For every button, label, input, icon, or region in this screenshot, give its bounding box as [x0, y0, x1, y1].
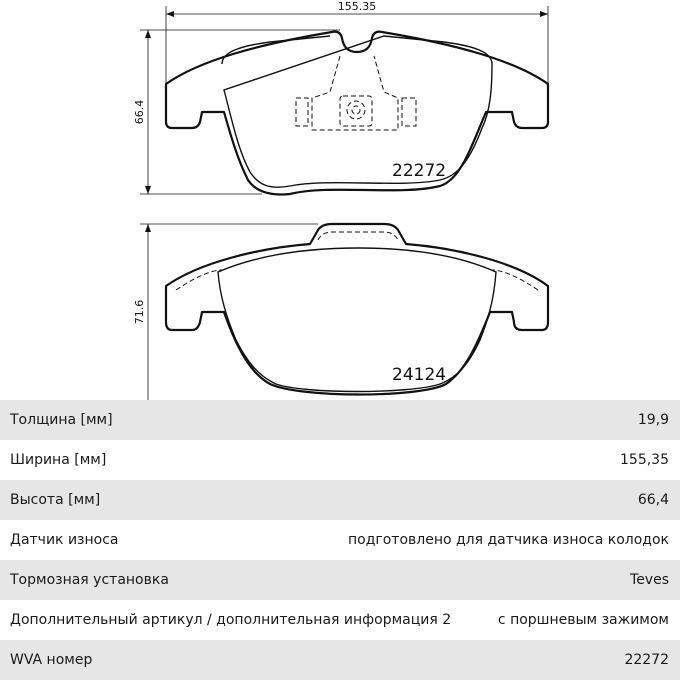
top-height-dimension-label: 66.4: [133, 99, 146, 125]
spec-row: [0, 560, 680, 600]
spec-value: 22272: [624, 652, 669, 668]
spec-label: WVA номер: [10, 652, 93, 668]
bottom-brake-pad: [166, 224, 548, 395]
spec-label: Датчик износа: [10, 532, 119, 548]
bottom-height-dimension-label: 71.6: [133, 299, 146, 325]
spec-row: [0, 640, 680, 680]
spec-row: [0, 600, 680, 640]
spec-value: с поршневым зажимом: [497, 612, 669, 628]
top-brake-pad: [166, 32, 548, 195]
spec-row: [0, 480, 680, 520]
spec-label: Дополнительный артикул / дополнительная информация 2: [10, 612, 452, 628]
spec-label: Высота [мм]: [10, 492, 101, 508]
spec-value: подготовлено для датчика износа колодок: [347, 532, 669, 548]
width-dimension-label: 155.35: [337, 0, 377, 13]
spec-row: [0, 440, 680, 480]
spec-value: 19,9: [637, 412, 669, 428]
spec-label: Тормозная установка: [10, 572, 169, 588]
spec-row: [0, 400, 680, 440]
specs-table: [0, 400, 680, 680]
top-pad-number: 22272: [392, 161, 447, 181]
spec-row: [0, 520, 680, 560]
spec-value: 66,4: [637, 492, 669, 508]
bottom-pad-number: 24124: [392, 365, 447, 385]
spec-label: Ширина [мм]: [10, 452, 107, 468]
spec-value: Teves: [630, 572, 669, 588]
spec-value: 155,35: [620, 452, 669, 468]
spec-label: Толщина [мм]: [10, 412, 113, 428]
